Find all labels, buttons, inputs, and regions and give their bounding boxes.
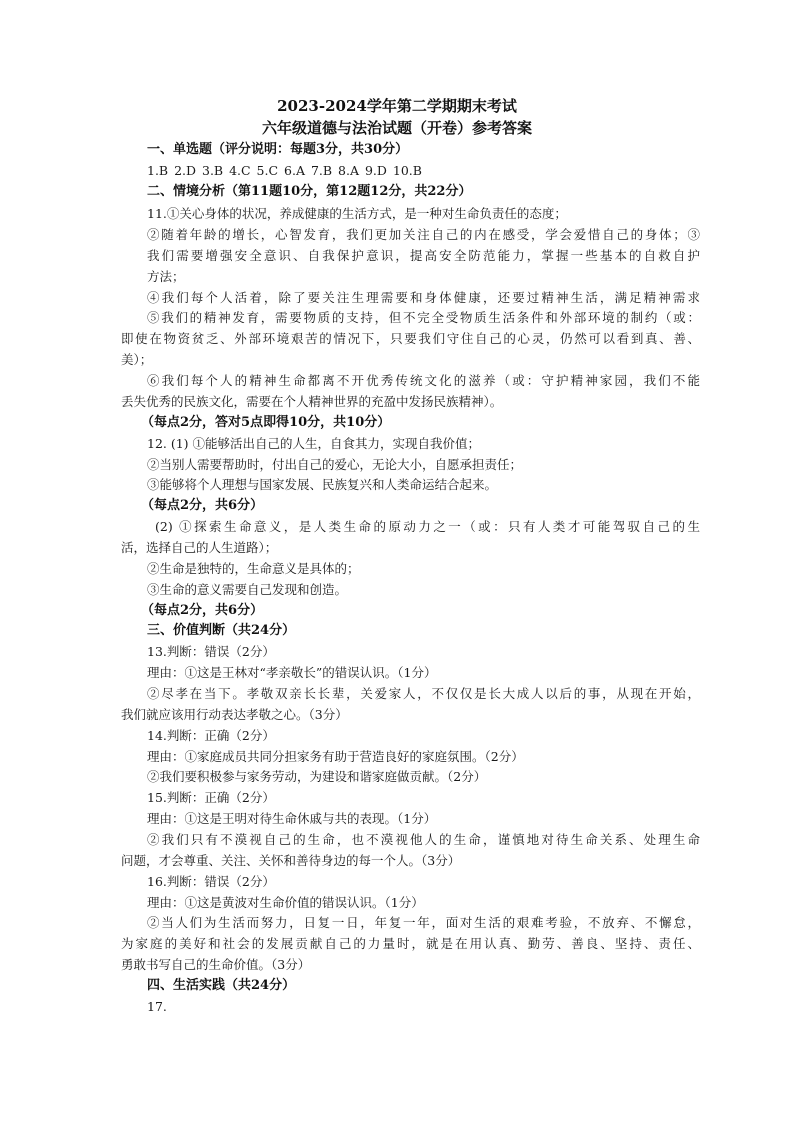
q12-part2-point-3: ③生命的意义需要自己发现和创造。 <box>147 582 348 597</box>
q16-reason-1: 理由：①这是黄波对生命价值的错误认识。（1分） <box>147 895 424 910</box>
q15-reason-1: 理由：①这是王明对待生命休戚与共的表现。（1分） <box>147 811 437 826</box>
q11-point-6: ⑥我们每个人的精神生命都离不开优秀传统文化的滋养（或：守护精神家园，我们不能 <box>147 373 700 388</box>
q11-point-4: ④我们每个人活着，除了要关注生理需要和身体健康，还要过精神生活，满足精神需求 <box>147 290 700 305</box>
q12-part2-point-2: ②生命是独特的，生命意义是具体的； <box>147 561 360 576</box>
q15-reason-2: ②我们只有不漠视自己的生命，也不漠视他人的生命，谨慎地对待生命关系、处理生命 <box>147 832 700 847</box>
single-choice-answers: 1.B 2.D 3.B 4.C 5.C 6.A 7.B 8.A 9.D 10.B <box>147 163 422 178</box>
q15-judgment: 15.判断：正确（2分） <box>147 790 275 805</box>
q16-reason-2: ②当人们为生活而努力，日复一日，年复一年，面对生活的艰难考验，不放弃、不懈怠， <box>147 915 700 930</box>
q14-reason-1: 理由：①家庭成员共同分担家务有助于营造良好的家庭氛围。（2分） <box>147 749 524 764</box>
q11-point-1: 11.①关心身体的状况，养成健康的生活方式，是一种对生命负责任的态度； <box>147 206 567 221</box>
q16-reason-2-cont: 为家庭的美好和社会的发展贡献自己的力量时，就是在用认真、勤劳、善良、坚持、责任、 <box>121 936 700 951</box>
q11-scoring-note: （每点2分，答对5点即得10分，共10分） <box>141 415 391 430</box>
section-heading-single-choice: 一、单选题（评分说明：每题3分，共30分） <box>147 142 409 157</box>
q12-part1-point-1: 12. (1) ①能够活出自己的人生，自食其力，实现自我价值； <box>147 436 481 451</box>
q14-reason-2: ②我们要积极参与家务劳动，为建设和谐家庭做贡献。（2分） <box>147 769 487 784</box>
q13-reason-1: 理由：①这是王林对“孝亲敬长”的错误认识。（1分） <box>147 665 437 680</box>
q11-point-5-end: 美）； <box>121 352 153 367</box>
q11-point-6-cont: 丢失优秀的民族文化，需要在个人精神世界的充盈中发扬民族精神）。 <box>121 394 503 409</box>
q13-reason-2-cont: 我们就应该用行动表达孝敬之心。（3分） <box>121 707 348 722</box>
q12-part2-point-1-cont: 活，选择自己的人生道路）； <box>121 540 278 555</box>
q17-label: 17. <box>147 999 167 1014</box>
q11-point-3-cont: 方法； <box>147 269 185 284</box>
q16-judgment: 16.判断：错误（2分） <box>147 874 275 889</box>
q11-point-5-cont: 即使在物资贫乏、外部环境艰苦的情况下，只要我们守住自己的心灵，仍然可以看到真、善、 <box>121 331 700 346</box>
q12-part1-scoring-note: （每点2分，共6分） <box>141 498 264 513</box>
section-heading-life-practice: 四、生活实践（共24分） <box>147 978 296 993</box>
q14-judgment: 14.判断：正确（2分） <box>147 728 275 743</box>
q13-reason-2: ②尽孝在当下。孝敬双亲长长辈，关爱家人，不仅仅是长大成人以后的事，从现在开始， <box>147 686 700 701</box>
q12-part2-scoring-note: （每点2分，共6分） <box>141 603 264 618</box>
q15-reason-2-cont: 问题，才会尊重、关注、关怀和善待身边的每一个人。（3分） <box>121 853 461 868</box>
q11-point-5: ⑤我们的精神发育，需要物质的支持，但不完全受物质生活条件和外部环境的制约（或： <box>147 310 700 325</box>
q12-part1-point-3: ③能够将个人理想与国家发展、民族复兴和人类命运结合起来。 <box>147 477 498 492</box>
q11-point-2: ②随着年龄的增长，心智发育，我们更加关注自己的内在感受，学会爱惜自己的身体；③ <box>147 227 700 242</box>
section-heading-value-judgment: 三、价值判断（共24分） <box>147 623 296 638</box>
q16-reason-2-end: 勇敢书写自己的生命价值。（3分） <box>121 957 311 972</box>
section-heading-situation-analysis: 二、情境分析（第11题10分，第12题12分，共22分） <box>147 184 472 199</box>
q13-judgment: 13.判断：错误（2分） <box>147 644 275 659</box>
doc-title-line2: 六年级道德与法治试题（开卷）参考答案 <box>261 119 532 137</box>
q12-part2-point-1: (2) ①探索生命意义，是人类生命的原动力之一（或：只有人类才可能驾驭自己的生 <box>155 519 700 534</box>
doc-title-line1: 2023-2024学年第二学期期末考试 <box>277 97 517 115</box>
q11-point-3: 我们需要增强安全意识、自我保护意识，提高安全防范能力，掌握一些基本的自救自护 <box>147 248 700 263</box>
q12-part1-point-2: ②当别人需要帮助时，付出自己的爱心，无论大小，自愿承担责任； <box>147 457 523 472</box>
